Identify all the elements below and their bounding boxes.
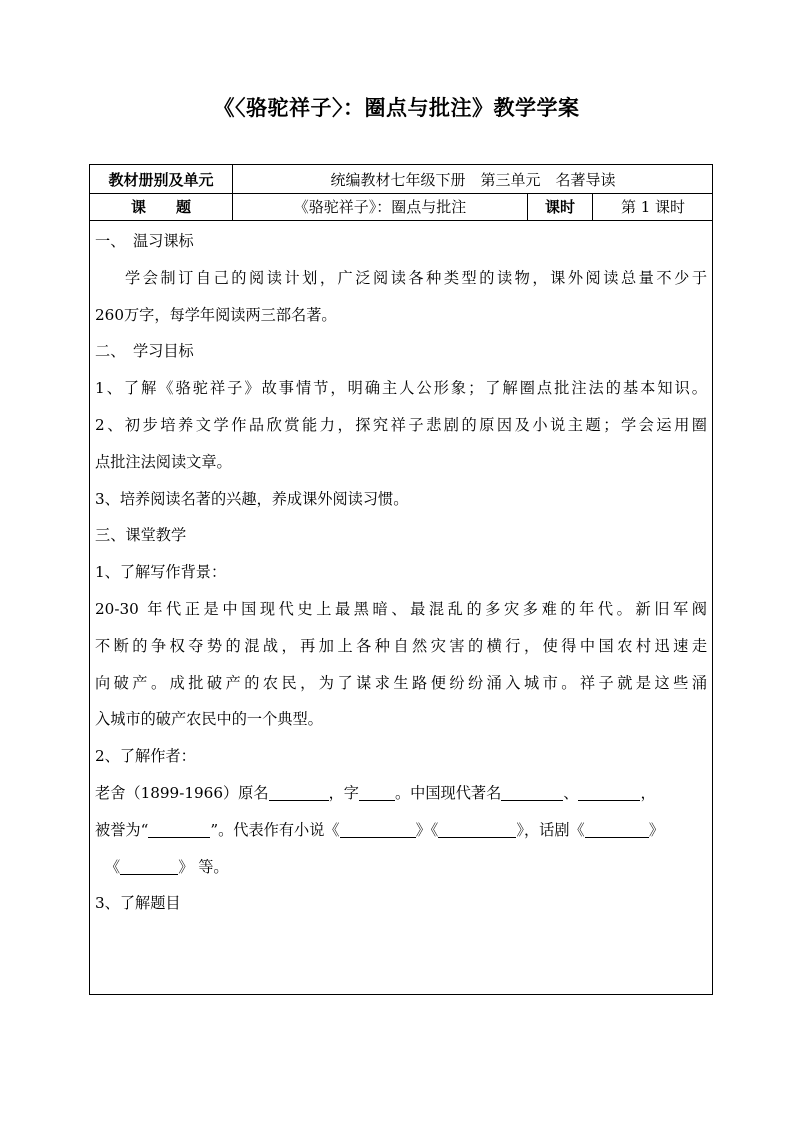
paragraph-line: 学会制订自己的阅读计划，广泛阅读各种类型的读物，课外阅读总量不少于 <box>125 268 707 287</box>
fill-text: 被誉为“ <box>95 820 149 839</box>
paragraph-line: 不断的争权夺势的混战，再加上各种自然灾害的横行，使得中国农村迅速走 <box>95 636 707 655</box>
fill-text: 。中国现代著名 <box>394 783 502 802</box>
unit-value: 统编教材七年级下册 第三单元 名著导读 <box>330 170 616 189</box>
section-heading: 三、课堂教学 <box>95 526 187 545</box>
fill-blank[interactable] <box>359 782 395 801</box>
period-label: 课时 <box>544 198 575 216</box>
subsection-heading: 3、了解题目 <box>95 894 181 913</box>
fill-blank[interactable] <box>438 819 516 838</box>
paragraph-line: 向破产。成批破产的农民，为了谋求生路便纷纷涌入城市。祥子就是这些涌 <box>95 673 707 692</box>
fill-blank[interactable] <box>148 819 210 838</box>
fill-text: 》，话剧《 <box>516 820 585 839</box>
goal-item: 1、了解《骆驼祥子》故事情节，明确主人公形象；了解圈点批注法的基本知识。 <box>95 379 707 398</box>
row-divider <box>90 220 712 221</box>
fill-blank[interactable] <box>585 819 649 838</box>
author-fill-line <box>95 812 707 849</box>
goal-item: 2、初步培养文学作品欣赏能力，探究祥子悲剧的原因及小说主题；学会运用圈 <box>95 415 707 434</box>
paragraph-line: 入城市的破产农民中的一个典型。 <box>95 710 323 729</box>
section-heading: 一、 温习课标 <box>95 232 194 250</box>
fill-text: 老舍（1899-1966）原名 <box>95 783 269 802</box>
goal-item-continued: 点批注法阅读文章。 <box>95 452 232 471</box>
topic-value: 《骆驼祥子》：圈点与批注 <box>293 198 467 216</box>
author-fill-line <box>95 849 707 886</box>
fill-blank[interactable] <box>340 819 416 838</box>
section-heading: 二、 学习目标 <box>95 342 194 361</box>
content-body <box>95 223 707 922</box>
fill-blank[interactable] <box>120 856 178 875</box>
fill-blank[interactable] <box>578 782 640 801</box>
document-title: 《〈骆驼祥子〉：圈点与批注》教学学案 <box>213 96 580 120</box>
fill-text: 、 <box>563 783 579 802</box>
goal-item: 3、培养阅读名著的兴趣，养成课外阅读习惯。 <box>95 489 409 508</box>
fill-text: 》 <box>648 820 664 839</box>
period-value: 第 1 课时 <box>620 198 686 216</box>
fill-text: ， <box>640 783 656 802</box>
fill-text: 《 <box>105 857 121 876</box>
paragraph-line: 260万字，每学年阅读两三部名著。 <box>95 305 337 324</box>
fill-text: 》《 <box>415 820 439 839</box>
subsection-heading: 1、了解写作背景： <box>95 563 227 582</box>
paragraph-line: 20-30 年代正是中国现代史上最黑暗、最混乱的多灾多难的年代。新旧军阀 <box>95 599 707 618</box>
subsection-heading: 2、了解作者： <box>95 747 196 766</box>
unit-label: 教材册别及单元 <box>108 170 214 189</box>
lesson-plan-table <box>89 164 713 995</box>
topic-label: 课 题 <box>130 198 191 216</box>
fill-text: 》 等。 <box>178 857 229 876</box>
author-fill-line <box>95 775 707 812</box>
fill-blank[interactable] <box>269 782 329 801</box>
fill-text: ”。代表作有小说《 <box>210 820 340 839</box>
fill-text: ，字 <box>328 783 359 802</box>
fill-blank[interactable] <box>501 782 563 801</box>
